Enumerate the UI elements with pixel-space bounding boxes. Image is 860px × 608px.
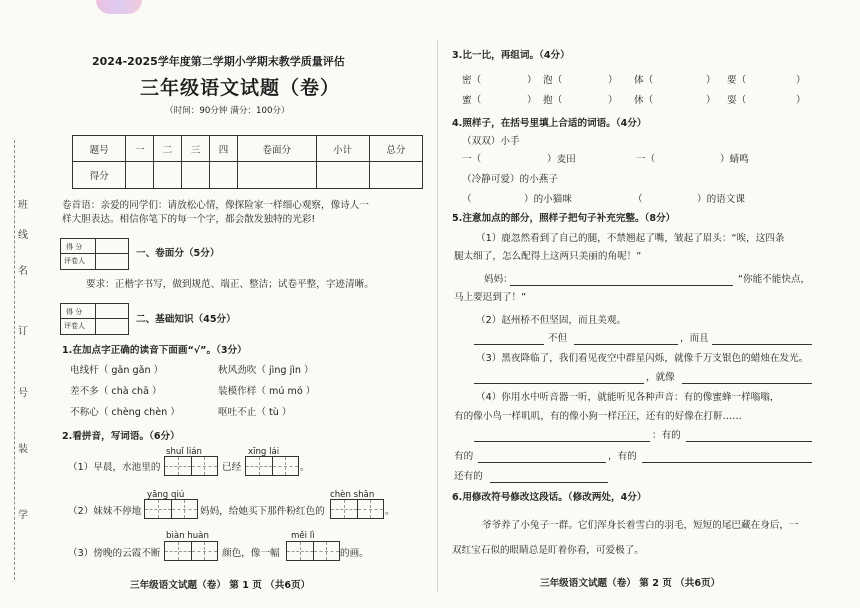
pinyin-choice[interactable]: 秋风劲吹（ jìng jìn ） [218, 365, 314, 376]
sentence-text: ：有的 [652, 430, 681, 441]
compare-char: 要（ [727, 75, 747, 86]
compare-char: 密（ [462, 75, 482, 86]
sentence-text: 颜色，像一幅 [222, 548, 280, 559]
answer-line[interactable] [490, 482, 608, 483]
sentence-text: ，有的 [608, 451, 637, 462]
sentence-text: ，而且 [680, 333, 709, 344]
score-table-header: 四 [210, 136, 238, 162]
pinyin-label: xīng lái [248, 447, 280, 457]
question-title: 5.注意加点的部分，照样子把句子补充完整。（8分） [452, 213, 676, 224]
answer-line[interactable] [642, 462, 812, 463]
score-cell[interactable] [154, 162, 182, 189]
pinyin-choice[interactable]: 装模作样（ mú mó ） [218, 386, 316, 397]
compare-char: 休（ [634, 95, 654, 106]
score-table-header: 总分 [369, 136, 422, 162]
compare-paren[interactable]: ） [796, 95, 806, 106]
grader-box [60, 238, 129, 270]
score-cell[interactable] [210, 162, 238, 189]
sentence-text: 妈妈，给她买下那件粉红色的 [200, 506, 325, 517]
compare-char: 泡（ [543, 75, 563, 86]
sentence-text: 腿太细了，怎么配得上这两只美丽的角呢！” [454, 251, 642, 262]
answer-line[interactable] [474, 441, 650, 442]
compare-paren[interactable]: ） [527, 75, 537, 86]
sentence-text: （3）傍晚的云霞不断 [68, 548, 161, 559]
example-text: （双双）小手 [462, 136, 520, 147]
paragraph-text[interactable]: 爷爷养了小兔子一群。它们浑身长着雪白的羽毛，短短的尾巴藏在身后，一 [482, 520, 799, 531]
score-table [72, 135, 423, 189]
blank-noun: ）蜻鸣 [720, 154, 749, 165]
writing-grid[interactable] [164, 456, 218, 476]
pinyin-choice[interactable]: 差不多（ chà chā ） [70, 386, 162, 397]
page-footer: 三年级语文试题（卷） 第 2 页 （共6页） [540, 578, 721, 589]
compare-char: 耍（ [727, 95, 747, 106]
score-table-header: 卷面分 [238, 136, 316, 162]
question-title: 4.照样子，在括号里填上合适的词语。（4分） [452, 118, 647, 129]
question-title: 2.看拼音，写词语。（6分） [62, 431, 180, 442]
answer-line[interactable] [474, 383, 644, 384]
section-title: 二、基础知识（45分） [136, 314, 236, 325]
page-footer: 三年级语文试题（卷） 第 1 页 （共6页） [130, 580, 311, 591]
score-table-header: 三 [182, 136, 210, 162]
sentence-text: 已经 [222, 462, 242, 473]
grader-box-grader-label: 评卷人 [64, 257, 85, 265]
score-table-header: 一 [126, 136, 154, 162]
pinyin-label: shuǐ lián [166, 447, 202, 457]
sentence-text: （4）你用水中听音器一听，就能听见各种声音：有的像蜜蜂一样嗡嗡， [476, 392, 780, 403]
grader-box-score-label: 得 分 [66, 243, 83, 251]
exam-time-info: （时间：90分钟 满分：100分） [165, 106, 290, 116]
compare-char: 体（ [634, 75, 654, 86]
blank-noun: ）的语文课 [697, 194, 745, 205]
answer-line[interactable] [478, 462, 606, 463]
pinyin-choice[interactable]: 电线杆（ gān gǎn ） [70, 365, 164, 376]
compare-paren[interactable]: ） [706, 75, 716, 86]
paragraph-text[interactable]: 双红宝石似的眼睛总是盯着你看，可爱极了。 [452, 545, 644, 556]
sentence-text: 。 [385, 506, 395, 517]
blank-open[interactable]: 一（ [636, 154, 656, 165]
sentence-text: （2）赵州桥不但坚固，而且美观。 [476, 315, 627, 326]
pinyin-label: měi lì [291, 531, 315, 541]
decorative-blot [96, 0, 142, 14]
sentence-text: 马上要迟到了！” [454, 292, 527, 303]
writing-grid[interactable] [286, 541, 340, 561]
grader-box [60, 303, 129, 335]
answer-line[interactable] [682, 383, 812, 384]
exam-header: 2024-2025学年度第二学期小学期末教学质量评估 [92, 55, 345, 68]
compare-char: 蜜（ [462, 95, 482, 106]
sentence-text: 。 [300, 462, 310, 473]
sentence-text: （2）妹妹不停地 [68, 506, 142, 517]
section-requirement: 要求：正楷字书写，做到规范、端正、整洁；试卷平整，字迹清晰。 [86, 279, 374, 290]
answer-line[interactable] [574, 344, 678, 345]
score-cell[interactable] [126, 162, 154, 189]
sentence-text: “你能不能快点， [738, 274, 811, 285]
compare-char: 抱（ [543, 95, 563, 106]
sentence-text: （3）黑夜降临了，我们看见夜空中群星闪烁，就像千万支银色的蜡烛在发光。 [476, 353, 809, 364]
pinyin-label: chèn shān [330, 490, 375, 500]
score-table-header: 二 [154, 136, 182, 162]
sentence-text: 有的 [454, 451, 474, 462]
blank-open[interactable]: 一（ [462, 154, 482, 165]
binding-mark: 名 [18, 266, 28, 277]
sentence-text: 不但 [548, 333, 568, 344]
blank-open[interactable]: （ [633, 194, 643, 205]
example-text: （冷静可爱）的小燕子 [462, 174, 558, 185]
sentence-text: 妈妈： [484, 274, 513, 285]
pinyin-choice[interactable]: 呕吐不止（ tù ） [218, 407, 292, 418]
compare-paren[interactable]: ） [796, 75, 806, 86]
compare-paren[interactable]: ） [608, 95, 618, 106]
binding-mark: 号 [18, 388, 28, 399]
binding-mark: 线 [18, 230, 28, 241]
pinyin-label: yāng qiú [147, 490, 185, 500]
compare-paren[interactable]: ） [706, 95, 716, 106]
score-cell[interactable] [182, 162, 210, 189]
writing-grid[interactable] [330, 499, 384, 519]
compare-paren[interactable]: ） [527, 95, 537, 106]
page-divider [437, 40, 438, 592]
question-title: 3.比一比，再组词。（4分） [452, 50, 570, 61]
grader-box-score-label: 得 分 [66, 308, 83, 316]
writing-grid[interactable] [144, 499, 198, 519]
binding-mark: 学 [18, 510, 28, 521]
answer-line[interactable] [686, 441, 812, 442]
grader-box-grader-label: 评卷人 [64, 322, 85, 330]
score-table-header: 题号 [73, 136, 126, 162]
pinyin-label: biàn huàn [166, 531, 209, 541]
intro-line: 卷首语：亲爱的同学们：请放松心情，像探险家一样细心观察，像诗人一 [62, 200, 369, 211]
blank-noun: ）麦田 [547, 154, 576, 165]
score-cell[interactable] [316, 162, 369, 189]
score-table-row-label: 得分 [73, 162, 126, 189]
sentence-text: （1）早晨，水池里的 [68, 462, 161, 473]
answer-line[interactable] [474, 344, 544, 345]
writing-grid[interactable] [164, 541, 218, 561]
blank-open[interactable]: （ [462, 194, 472, 205]
question-title: 1.在加点字正确的读音下面画“√”。（3分） [62, 345, 247, 356]
score-table-header: 小计 [316, 136, 369, 162]
answer-line[interactable] [510, 285, 733, 286]
intro-line: 样大胆表达。相信你笔下的每一个字，都会散发独特的光彩! [62, 214, 316, 225]
answer-line[interactable] [712, 344, 812, 345]
exam-title: 三年级语文试题（卷） [140, 77, 341, 99]
writing-grid[interactable] [245, 456, 299, 476]
binding-line [14, 140, 15, 580]
question-title: 6.用修改符号修改这段话。（修改两处，4分） [452, 492, 647, 503]
sentence-text: ，就像 [646, 372, 675, 383]
score-cell[interactable] [238, 162, 316, 189]
sentence-text: （1）鹿忽然看到了自己的腿，不禁翘起了嘴，皱起了眉头：“唉，这四条 [476, 233, 785, 244]
sentence-text: 还有的 [454, 471, 483, 482]
score-cell[interactable] [369, 162, 422, 189]
binding-mark: 订 [18, 326, 28, 337]
sentence-text: 有的像小鸟一样叽叽，有的像小狗一样汪汪，还有的好像在打鼾…… [454, 411, 742, 422]
sentence-text: 的画。 [340, 548, 369, 559]
blank-noun: ）的小猫咪 [524, 194, 572, 205]
binding-mark: 装 [18, 444, 28, 455]
compare-paren[interactable]: ） [608, 75, 618, 86]
section-title: 一、卷面分（5分） [136, 248, 220, 259]
pinyin-choice[interactable]: 不称心（ chèng chèn ） [70, 407, 180, 418]
binding-mark: 班 [18, 200, 28, 211]
